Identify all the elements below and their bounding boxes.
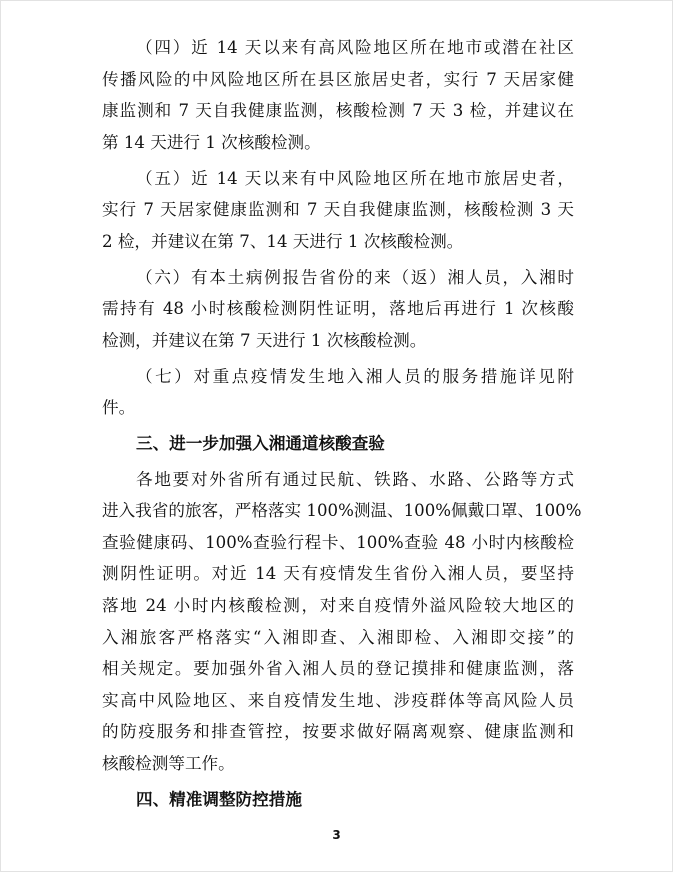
text-line: 2 检，并建议在第 7、14 天进行 1 次核酸检测。 bbox=[102, 231, 464, 251]
document-body bbox=[102, 32, 582, 820]
text-line: （七）对重点疫情发生地入湘人员的服务措施详见附 bbox=[136, 366, 574, 386]
text-line: 查验健康码、100%查验行程卡、100%查验 48 小时内核酸检 bbox=[102, 532, 574, 552]
text-line: 落地 24 小时内核酸检测，对来自疫情外溢风险较大地区的 bbox=[102, 596, 574, 616]
section-3-paragraph bbox=[102, 464, 582, 780]
text-line: 件。 bbox=[102, 398, 136, 418]
text-line: 需持有 48 小时核酸检测阴性证明，落地后再进行 1 次核酸 bbox=[102, 299, 574, 319]
text-line: 进入我省的旅客，严格落实 100%测温、100%佩戴口罩、100% bbox=[102, 501, 582, 521]
text-line: 实高中风险地区、来自疫情发生地、涉疫群体等高风险人员 bbox=[102, 690, 574, 710]
text-line: 实行 7 天居家健康监测和 7 天自我健康监测，核酸检测 3 天 bbox=[102, 200, 574, 220]
text-line: 入湘旅客严格落实“入湘即查、入湘即检、入湘即交接”的 bbox=[102, 627, 574, 647]
text-line: 相关规定。要加强外省入湘人员的登记摸排和健康监测，落 bbox=[102, 659, 574, 679]
page-number: 3 bbox=[332, 828, 341, 842]
text-line: 的防疫服务和排查管控，按要求做好隔离观察、健康监测和 bbox=[102, 722, 574, 742]
paragraph-item-7 bbox=[102, 361, 574, 424]
text-line: 各地要对外省所有通过民航、铁路、水路、公路等方式 bbox=[136, 469, 574, 489]
text-line: （五）近 14 天以来有中风险地区所在地市旅居史者， bbox=[136, 168, 574, 188]
text-line: 传播风险的中风险地区所在县区旅居史者，实行 7 天居家健 bbox=[102, 69, 574, 89]
text-line: （六）有本土病例报告省份的来（返）湘人员，入湘时 bbox=[136, 267, 574, 287]
text-line: 第 14 天进行 1 次核酸检测。 bbox=[102, 132, 321, 152]
section-3-heading: 三、进一步加强入湘通道核酸查验 bbox=[136, 433, 385, 453]
section-4-heading: 四、精准调整防控措施 bbox=[136, 789, 302, 809]
paragraph-item-6 bbox=[102, 262, 574, 357]
text-line: 康监测和 7 天自我健康监测，核酸检测 7 天 3 检，并建议在 bbox=[102, 101, 574, 121]
text-line: 检测，并建议在第 7 天进行 1 次核酸检测。 bbox=[102, 330, 427, 350]
paragraph-item-4 bbox=[102, 32, 574, 158]
text-line: （四）近 14 天以来有高风险地区所在地市或潜在社区 bbox=[136, 38, 574, 57]
text-line: 测阴性证明。对近 14 天有疫情发生省份入湘人员，要坚持 bbox=[102, 564, 574, 584]
text-line: 核酸检测等工作。 bbox=[102, 754, 235, 773]
paragraph-item-5 bbox=[102, 163, 574, 258]
